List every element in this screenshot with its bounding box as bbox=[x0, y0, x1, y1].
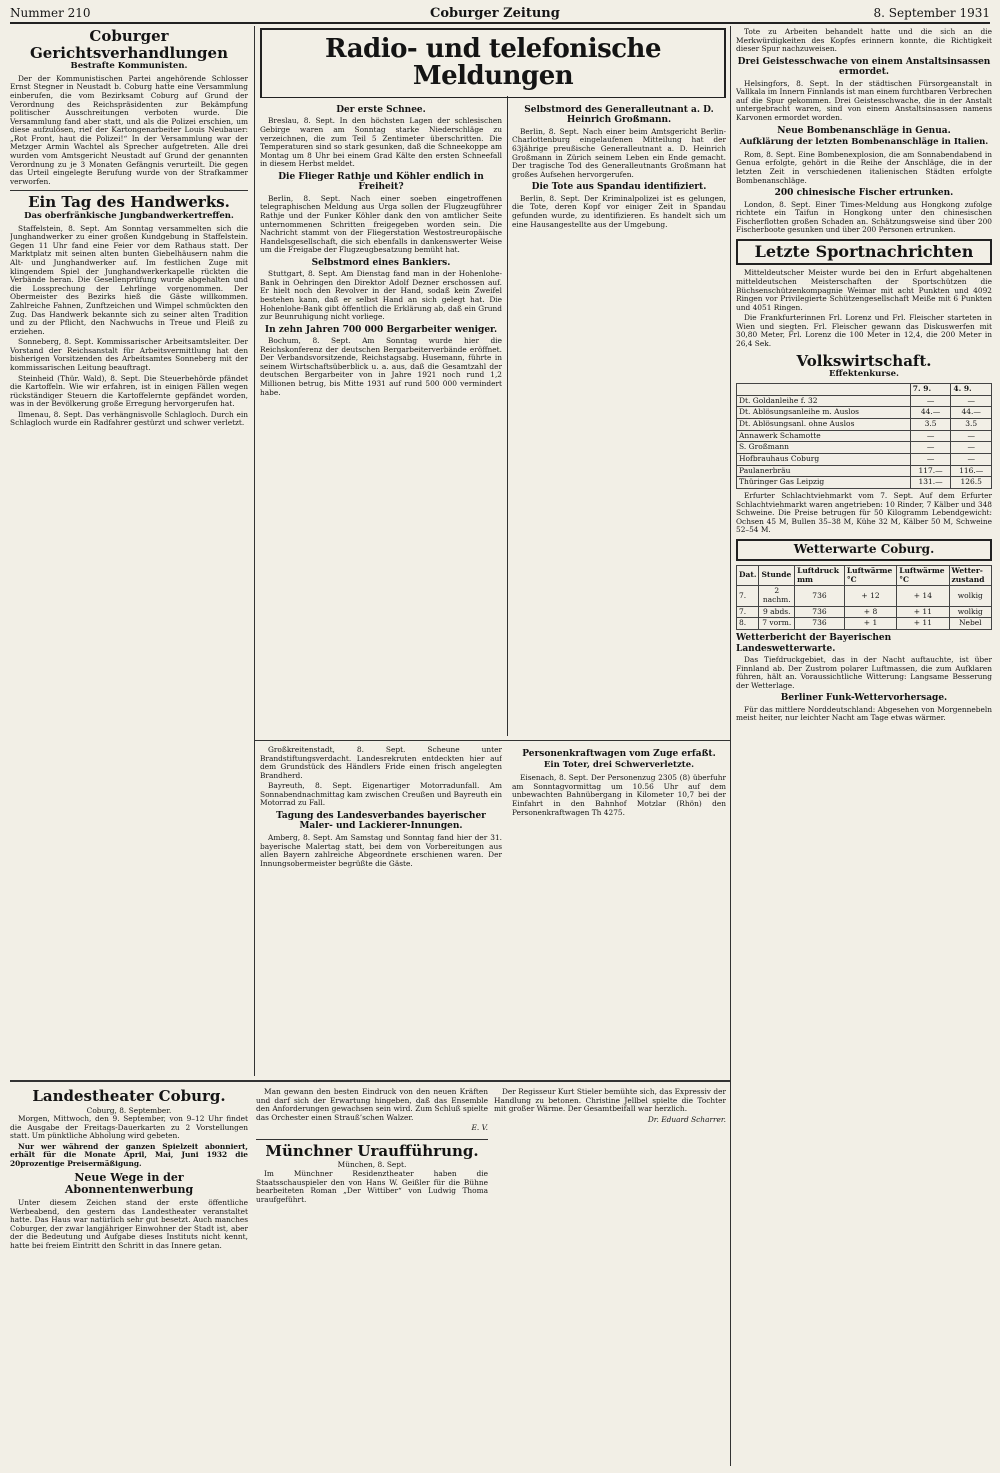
table-cell: 3.5 bbox=[951, 419, 992, 431]
article-body: Großkreitenstadt, 8. Sept. Scheune unter Brandstiftungsverdacht. Landesrekruten entdeckten hier auf dem Grundstück des Händlers Fride einen frisch angelegten Brandherd. bbox=[260, 746, 502, 780]
table-row bbox=[737, 395, 992, 407]
table-body bbox=[737, 395, 992, 489]
table-cell: 7 vorm. bbox=[759, 618, 795, 630]
table-cell: — bbox=[910, 454, 951, 466]
table-cell: + 11 bbox=[897, 606, 949, 618]
table-row bbox=[737, 477, 992, 489]
subheadline: Ein Toter, drei Schwerverletzte. bbox=[543, 760, 695, 771]
article-body: Stuttgart, 8. Sept. Am Dienstag fand man in der Hohenlohe-Bank in Oehringen den Direktor Adolf Dezner erschossen auf. Er hielt noch den Revolver in der Hand, sodaß kein Zweifel bestehen kann, daß er selbst Hand an sich gelegt hat. Die Hohenlohe-Bank gibt öffentlich die Erklärung ab, daß ein Grund zur Beunruhigung nicht vorliege. bbox=[260, 269, 502, 322]
right-column bbox=[736, 28, 992, 1468]
table-header-cell: Luftdruck mm bbox=[795, 565, 845, 585]
article-body: Steinheid (Thür. Wald), 8. Sept. Die Steuerbehörde pfändet die Kartoffeln. Wie wir erfahren, ist in einigen Fällen wegen rückständiger Steuern die Kartoffelernte gepfändet worden, was in der Bevölkerung große Erregung hervorgerufen hat. bbox=[10, 373, 248, 409]
article-body: Man gewann den besten Eindruck von den neuen Kräften und darf sich der Erwartung hingeben, daß das Ensemble den Anforderungen gewachsen sein wird. Zum Schluß spielte das Orchester einen Strauß’schen Walzer. bbox=[256, 1088, 488, 1122]
article-body: Im Münchner Residenztheater haben die Staatsschauspieler den von Hans W. Geißler für die Bühne bearbeiteten Roman „Der Wittiber“ von Ludwig Thoma uraufgeführt. bbox=[256, 1168, 488, 1204]
table-cell: 736 bbox=[795, 606, 845, 618]
table-body bbox=[737, 586, 992, 630]
table-cell: Hofbrauhaus Coburg bbox=[737, 454, 911, 466]
table-cell: — bbox=[910, 395, 951, 407]
table-cell: 3.5 bbox=[910, 419, 951, 431]
headline-premiere: Münchner Uraufführung. bbox=[256, 1139, 488, 1160]
table-cell: 7. bbox=[737, 606, 759, 618]
article-body: Berlin, 8. Sept. Nach einer beim Amtsgericht Berlin-Charlottenburg eingelaufenen Mitteilung hat der 63jährige preußische Generalleutnant a. D. Heinrich Großmann in Zürich seinem Leben ein Ende gemacht. Der tragische Tod des Generalleutnants Großmann hat großes Aufsehen hervorgerufen. bbox=[512, 126, 726, 179]
column-rule bbox=[507, 96, 508, 736]
table-cell: Dt. Ablösungsanleihe m. Auslos bbox=[737, 407, 911, 419]
table-cell: — bbox=[951, 395, 992, 407]
article-headline: Der erste Schnee. bbox=[336, 105, 426, 115]
article-body: Unter diesem Zeichen stand der erste öffentliche Werbeabend, den gestern das Landestheater veranstaltet hatte. Das Haus war natürlich sehr gut besetzt. Auch manches Coburger, der zwar langjähriger Einwohner der Stadt ist, aber der die Bedeutung und Aufgabe dieses Instituts nicht kennt, hatte bei freiem Eintritt den Schritt in das Innere getan. bbox=[10, 1198, 248, 1250]
table-cell: 44.— bbox=[910, 407, 951, 419]
banner-headline: Radio- und telefonische Meldungen bbox=[260, 28, 726, 98]
article-body: Rom, 8. Sept. Eine Bombenexplosion, die am Sonnabendabend in Genua erfolgte, gehört in die Reihe der Anschläge, die in der letzten Zeit in verschiedenen italienischen Städten erfolgte Bombenanschläge. bbox=[736, 149, 992, 185]
issue-date: 8. September 1931 bbox=[873, 6, 990, 20]
article-body: Ilmenau, 8. Sept. Das verhängnisvolle Schlagloch. Durch ein Schlagloch wurde ein Radfahrer gestürzt und schwer verletzt. bbox=[10, 409, 248, 428]
table-cell: 131.— bbox=[910, 477, 951, 489]
table-cell: + 1 bbox=[844, 618, 896, 630]
article-body: Der Regisseur Kurt Stieler bemühte sich, das Expressiv der Handlung zu betonen. Christine Jellbel spielte die Tochter mit großer Wärme. Der Gesamtbeifall war herzlich. bbox=[494, 1088, 726, 1114]
article-body: Eisenach, 8. Sept. Der Personenzug 2305 (8) überfuhr am Sonntagvormittag um 10.56 Uhr auf dem unbewachten Bahnübergang in Kilometer 10,7 bei der Einfahrt in den Bahnhof Motzlar (Rhön) den Personenkraftwagen Th 4275. bbox=[512, 773, 726, 817]
column-rule bbox=[254, 26, 255, 1076]
article-headline: Berliner Funk-Wettervorhersage. bbox=[780, 693, 948, 704]
table-cell: + 14 bbox=[897, 586, 949, 606]
table-cell: 9 abds. bbox=[759, 606, 795, 618]
table-cell: wolkig bbox=[949, 606, 991, 618]
table-cell: Dt. Ablösungsanl. ohne Auslos bbox=[737, 419, 911, 431]
article-body: Berlin, 8. Sept. Nach einer soeben eingetroffenen telegraphischen Meldung aus Urga sollen der Flugzeugführer Rathje und der Funker Köhler dank den von amtlicher Seite unternommenen Schritten freigegeben worden sein. Die Nachricht stammt von der Fliegerstation Westostreuropäische Handelsgesellschaft, die sich ebenfalls in dankenswerter Weise um die Freigabe der Flugzeugbesatzung bemüht hat. bbox=[260, 193, 502, 255]
table-header-cell: 7. 9. bbox=[910, 383, 951, 395]
weather-table bbox=[736, 565, 992, 630]
table-row bbox=[737, 442, 992, 454]
table-cell: — bbox=[910, 442, 951, 454]
table-cell: S. Großmann bbox=[737, 442, 911, 454]
table-header-cell: Stunde bbox=[759, 565, 795, 585]
article-headline: Personenkraftwagen vom Zuge erfaßt. bbox=[522, 749, 716, 759]
article-body: Tote zu Arbeiten behandelt hatte und die sich an die Merkwürdigkeiten des Kopfes erinnern konnte, die Richtigkeit dieser Spur nachzuweisen. bbox=[736, 28, 992, 54]
masthead bbox=[10, 4, 990, 24]
headline-court: Coburger Gerichtsverhandlungen bbox=[30, 28, 228, 62]
table-cell: 736 bbox=[795, 586, 845, 606]
article-headline: Wetterbericht der Bayerischen Landeswetterwarte. bbox=[736, 633, 892, 654]
table-header-cell: Dat. bbox=[737, 565, 759, 585]
table-row bbox=[737, 465, 992, 477]
table-header-row bbox=[737, 383, 992, 395]
table-row bbox=[737, 454, 992, 466]
article-headline: Selbstmord eines Bankiers. bbox=[311, 257, 451, 268]
column-rule bbox=[730, 26, 731, 1466]
table-row bbox=[737, 606, 992, 618]
signature: E. V. bbox=[471, 1123, 488, 1133]
table-cell: 116.— bbox=[951, 465, 992, 477]
table-row bbox=[737, 430, 992, 442]
table-cell: Paulanerbräu bbox=[737, 465, 911, 477]
article-body: Berlin, 8. Sept. Der Kriminalpolizei ist es gelungen, die Tote, deren Kopf vor einiger Zeit in Spandau gefunden wurde, zu identifizieren. Es handelt sich um eine Hausangestellte aus der Umgebung. bbox=[512, 193, 726, 229]
center-left-column bbox=[260, 102, 502, 736]
article-body: Mitteldeutscher Meister wurde bei den in Erfurt abgehaltenen mitteldeutschen Meisterschaften der Sportschützen die Büchsenschützenkompagnie Weimar mit acht Punkten und 4092 Ringen vor Privilegierte Schützengesellschaft Meiße mit 6 Punkten und 4051 Ringen. bbox=[736, 268, 992, 312]
subheadline: Das oberfränkische Jungbandwerkertreffen. bbox=[24, 210, 234, 221]
table-cell: 2 nachm. bbox=[759, 586, 795, 606]
article-body: Die Frankfurterinnen Frl. Lorenz und Frl. Fleischer starteten in Wien und siegten. Frl. Fleischer gewann das Diskuswerfen mit 30,80 Meter, Frl. Lorenz die 100 Meter in 12,4, die 200 Meter in 26,4 Sek. bbox=[736, 313, 992, 349]
table-cell: 7. bbox=[737, 586, 759, 606]
article-headline: In zehn Jahren 700 000 Bergarbeiter weniger. bbox=[264, 324, 498, 335]
dateline: München, 8. Sept. bbox=[337, 1160, 407, 1170]
headline-theater: Landestheater Coburg. bbox=[32, 1088, 226, 1105]
article-body: Bochum, 8. Sept. Am Sonntag wurde hier die Reichskonferenz der deutschen Bergarbeiterverbände eröffnet. Der Verbandsvorsitzende, Reichstagsabg. Husemann, führte in seinem Wirtschaftsüberblick u. a. aus, daß die Gesamtzahl der deutschen Bergarbeiter von in Jahre 1921 noch rund 1,2 Millionen betrug, bis Mitte 1931 auf rund 500 000 vermindert habe. bbox=[260, 336, 502, 397]
munich-left bbox=[256, 1088, 488, 1466]
article-headline: Tagung des Landesverbandes bayerischer Maler- und Lackierer-Innungen. bbox=[276, 811, 486, 832]
article-body: Der der Kommunistischen Partei angehörende Schlosser Ernst Stegner in Neustadt b. Coburg hatte eine Versammlung einberufen, die vom Bezirksamt Coburg auf Grund der Verordnung des Reichspräsidenten zur Bekämpfung politischer Ausschreitungen verboten wurde. Die Versammlung fand aber statt, und als die Polizei erschien, um diese aufzulösen, rief der Kartongenarbeiter Louis Neubauer: „Rot Front, haut die Polizei!“ In der Versammlung war der Metzger Armin Wachtel als Sprecher aufgetreten. Alle drei wurden vom Amtsgericht Neustadt auf Grund der genannten Verordnung zu je 3 Monaten Gefängnis verurteilt. Die gegen das Urteil eingelegte Berufung wurde von der Strafkammer verworfen. bbox=[10, 73, 248, 186]
article-headline: Neue Wege in der Abonnentenwerbung bbox=[64, 1170, 194, 1197]
article-body: Erfurter Schlachtviehmarkt vom 7. Sept. Auf dem Erfurter Schlachtviehmarkt waren angetrieben: 10 Rinder, 7 Kälber und 348 Schweine. Die Preise betrugen für 50 Kilogramm Lebendgewicht: Ochsen 45 M, Bullen 35–38 M, Kühe 32 M, Kälber 50 M, Schweine 52–54 M. bbox=[736, 491, 992, 535]
table-cell: + 11 bbox=[897, 618, 949, 630]
article-headline: Neue Bombenanschläge in Genua. bbox=[777, 125, 951, 136]
table-header-row bbox=[737, 565, 992, 585]
table-cell: 126.5 bbox=[951, 477, 992, 489]
subheadline: Bestrafte Kommunisten. bbox=[70, 61, 188, 71]
subheadline: Effektenkurse. bbox=[829, 369, 899, 380]
table-cell: 44.— bbox=[951, 407, 992, 419]
table-header-cell: 4. 9. bbox=[951, 383, 992, 395]
weather-headline: Wetterwarte Coburg. bbox=[736, 539, 992, 561]
table-cell: wolkig bbox=[949, 586, 991, 606]
banner-area bbox=[260, 28, 726, 98]
article-body: Staffelstein, 8. Sept. Am Sonntag versammelten sich die Junghandwerker zu einer großen Kundgebung in Staffelstein. Gegen 11 Uhr fand eine Feier vor dem Rathaus statt. Der Marktplatz mit seinen alten bunten Giebelhäusern nahm die Alt- und Junghandwerker auf. Im festlichen Zuge mit klingendem Spiel der Junghandwerkerkapelle rückten die Verbände heran. Die Gesellenprüfung wurde abgehalten und die Lossprechung der Lehrlinge vorgenommen. Der Obermeister des Bezirks hieß die Gäste willkommen. Zahlreiche Fahnen, Zunftzeichen und Wimpel schmückten den Zug. Das Handwerk bekannte sich zu seiner alten Tradition und zu der Pflicht, den Nachwuchs in Treue und Fleiß zu erziehen. bbox=[10, 223, 248, 336]
table-header-cell: Wetterzustand bbox=[949, 565, 991, 585]
table-header-cell bbox=[737, 383, 911, 395]
article-body: London, 8. Sept. Einer Times-Meldung aus Hongkong zufolge richtete ein Taifun in Hongkong unter den chinesischen Fischerflotten großen Schaden an. Schätzungsweise sind über 200 Fischerboote gesunken und über 200 Personen ertrunken. bbox=[736, 199, 992, 235]
article-body: Für das mittlere Norddeutschland: Abgesehen von Morgennebeln meist heiter, nur leichter Nacht am Tage etwas wärmer. bbox=[736, 704, 992, 723]
headline-craft: Ein Tag des Handwerks. bbox=[10, 190, 248, 211]
center-lower-right bbox=[512, 746, 726, 1076]
economy-headline: Volkswirtschaft. bbox=[796, 351, 932, 370]
table-cell: 736 bbox=[795, 618, 845, 630]
article-body: Sonneberg, 8. Sept. Kommissarischer Arbeitsamtsleiter. Der Vorstand der Reichsanstalt für Arbeitsvermittlung hat den bisherigen Vorsitzenden des Arbeitsamtes Sonneberg mit der kommissarischen Leitung beauftragt. bbox=[10, 337, 248, 372]
table-cell: + 8 bbox=[844, 606, 896, 618]
table-cell: — bbox=[951, 454, 992, 466]
table-cell: Nebel bbox=[949, 618, 991, 630]
subheadline: Aufklärung der letzten Bombenanschläge in Italien. bbox=[739, 136, 989, 147]
dateline: Coburg, 8. September. bbox=[86, 1105, 172, 1115]
theater-section bbox=[10, 1088, 248, 1466]
article-body: Amberg, 8. Sept. Am Samstag und Sonntag fand hier der 31. bayerische Malertag statt, bei dem von Vorbereitungen aus allen Bayern zahlreiche Abgeordnete erschienen waren. Der Innungsobermeister begrüßte die Gäste. bbox=[260, 832, 502, 868]
munich-right bbox=[494, 1088, 726, 1466]
article-body: Bayreuth, 8. Sept. Eigenartiger Motorradunfall. Am Sonnabendnachmittag kam zwischen Creußen und Bayreuth ein Motorrad zu Fall. bbox=[260, 781, 502, 808]
article-body: Helsingfors, 8. Sept. In der städtischen Fürsorgeanstalt in Vallkala im Innern Finnlands ist man einem furchtbaren Verbrechen auf die Spur gekommen. Drei Geistesschwache, die in der Anstalt untergebracht waren, sind von einem Anstaltsinsassen namens Karvonen ermordet worden. bbox=[736, 78, 992, 122]
table-cell: 8. bbox=[737, 618, 759, 630]
table-row bbox=[737, 419, 992, 431]
sport-headline: Letzte Sportnachrichten bbox=[736, 239, 992, 266]
table-row bbox=[737, 407, 992, 419]
article-body: Morgen, Mittwoch, den 9. September, von 9–12 Uhr findet die Ausgabe der Freitags-Dauerkarten zu 2 Vorstellungen statt. Um pünktliche Abholung wird gebeten. bbox=[10, 1114, 248, 1141]
section-rule bbox=[254, 740, 730, 741]
stock-table bbox=[736, 383, 992, 489]
article-headline: 200 chinesische Fischer ertrunken. bbox=[774, 188, 954, 199]
article-body: Nur wer während der ganzen Spielzeit abonniert, erhält für die Monate April, Mai, Juni 1932 die 20prozentige Preisermäßigung. bbox=[10, 1141, 248, 1168]
table-row bbox=[737, 586, 992, 606]
table-cell: 117.— bbox=[910, 465, 951, 477]
left-column bbox=[10, 28, 248, 1076]
signature: Dr. Eduard Scharrer. bbox=[647, 1114, 726, 1124]
article-headline: Die Flieger Rathje und Köhler endlich in Freiheit? bbox=[278, 171, 484, 193]
table-cell: — bbox=[910, 430, 951, 442]
center-right-column bbox=[512, 102, 726, 736]
page-number: Nummer 210 bbox=[10, 6, 91, 20]
article-headline: Drei Geistesschwache von einem Anstaltsinsassen ermordet. bbox=[737, 56, 991, 78]
table-cell: Annawerk Schamotte bbox=[737, 430, 911, 442]
paper-title: Coburger Zeitung bbox=[430, 6, 560, 21]
table-header-cell: Luftwärme °C bbox=[844, 565, 896, 585]
table-row bbox=[737, 618, 992, 630]
table-cell: — bbox=[951, 430, 992, 442]
article-headline: Selbstmord des Generalleutnant a. D. Heinrich Großmann. bbox=[524, 105, 714, 126]
table-cell: Thüringer Gas Leipzig bbox=[737, 477, 911, 489]
article-headline: Die Tote aus Spandau identifiziert. bbox=[531, 182, 707, 193]
article-body: Breslau, 8. Sept. In den höchsten Lagen der schlesischen Gebirge waren am Sonntag starke Niederschläge zu verzeichnen, die zum Teil 5 Zentimeter überschritten. Die Temperaturen sind so stark gesunken, daß die Schneekoppe am Montag um 8 Uhr bei einem Grad Kälte den ersten Schneefall in diesem Herbst meldet. bbox=[260, 116, 502, 169]
center-lower-left bbox=[260, 746, 502, 1076]
article-body: Das Tiefdruckgebiet, das in der Nacht auftauchte, ist über Finnland ab. Der Zustrom polarer Luftmassen, die zum Aufklaren führen, hält an. Voraussichtliche Witterung: Langsame Besserung der Wetterlage. bbox=[736, 654, 992, 690]
table-cell: + 12 bbox=[844, 586, 896, 606]
table-cell: Dt. Goldanleihe f. 32 bbox=[737, 395, 911, 407]
section-rule bbox=[10, 1080, 730, 1082]
table-header-cell: Luftwärme °C bbox=[897, 565, 949, 585]
table-cell: — bbox=[951, 442, 992, 454]
